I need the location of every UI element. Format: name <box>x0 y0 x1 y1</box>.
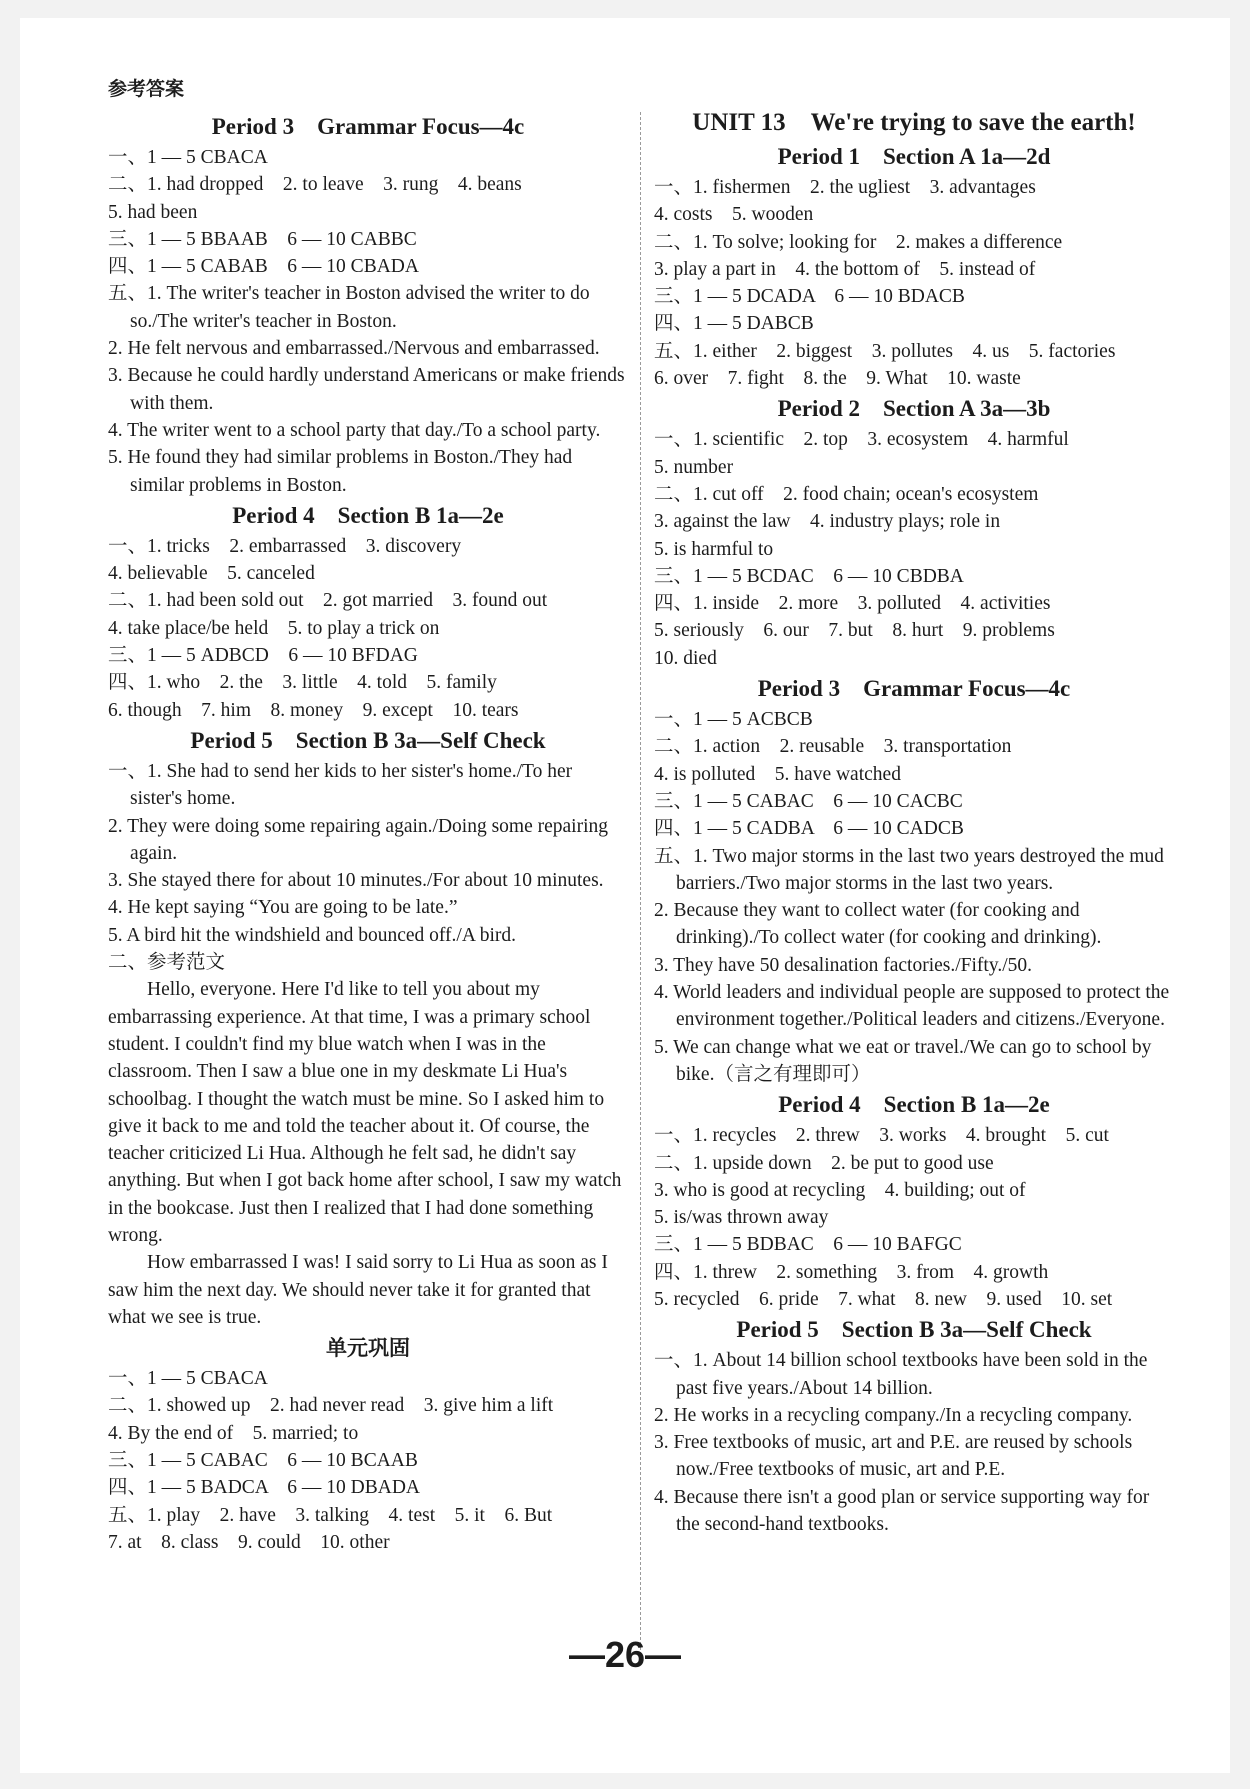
answer-line: 三、1 — 5 CABAC 6 — 10 CACBC <box>654 790 963 812</box>
answer-line: 7. at 8. class 9. could 10. other <box>108 1531 390 1553</box>
answer-line: 五、1. Two major storms in the last two years destroyed the mud barriers./Two major storms in the last two years. <box>654 845 1164 894</box>
answer-line: 一、1. recycles 2. threw 3. works 4. brought 5. cut <box>654 1125 1109 1147</box>
answer-line: 二、1. had been sold out 2. got married 3. found out <box>108 590 548 612</box>
answer-line: 一、1 — 5 CBACA <box>108 147 268 168</box>
answer-line: 4. costs 5. wooden <box>654 204 814 226</box>
answer-line: 四、1 — 5 CADBA 6 — 10 CADCB <box>654 818 964 840</box>
answer-line: 五、1. play 2. have 3. talking 4. test 5. it 6. But <box>108 1504 553 1526</box>
answer-line: 一、1. fishermen 2. the ugliest 3. advantages <box>654 177 1036 198</box>
answer-line: 6. over 7. fight 8. the 9. What 10. waste <box>654 368 1021 390</box>
period-heading: Period 4 Section B 1a—2e <box>232 502 504 528</box>
answer-line: 四、1. inside 2. more 3. polluted 4. activities <box>654 593 1051 615</box>
answer-line: 五、1. either 2. biggest 3. pollutes 4. us 5. factories <box>654 340 1116 362</box>
answer-line: 三、1 — 5 CABAC 6 — 10 BCAAB <box>108 1450 418 1472</box>
answer-line: 二、1. To solve; looking for 2. makes a difference <box>654 231 1063 253</box>
answer-line: 5. seriously 6. our 7. but 8. hurt 9. problems <box>654 620 1055 642</box>
answer-line: 二、1. showed up 2. had never read 3. give him a lift <box>108 1395 554 1417</box>
answer-line: 二、1. action 2. reusable 3. transportation <box>654 736 1012 758</box>
answer-line: 5. He found they had similar problems in Boston./They had similar problems in Boston. <box>108 447 573 496</box>
answer-line: 3. Free textbooks of music, art and P.E. are reused by schools now./Free textbooks of music, art and P.E. <box>654 1432 1133 1481</box>
answer-line: 5. is harmful to <box>654 538 774 560</box>
answer-line: 3. She stayed there for about 10 minutes./For about 10 minutes. <box>108 870 604 892</box>
answer-line: 2. Because they want to collect water (for cooking and drinking)./To collect water (for cooking and drinking). <box>654 900 1102 949</box>
answer-line: 一、1. scientific 2. top 3. ecosystem 4. harmful <box>654 429 1069 451</box>
answer-line: 二、1. had dropped 2. to leave 3. rung 4. beans <box>108 174 522 196</box>
period-heading: Period 5 Section B 3a—Self Check <box>736 1317 1092 1343</box>
answer-line: 5. had been <box>108 201 198 223</box>
answer-line: 四、1. threw 2. something 3. from 4. growth <box>654 1261 1049 1283</box>
answer-line: 4. is polluted 5. have watched <box>654 763 901 785</box>
page-number: —26— <box>568 1634 682 1675</box>
section-heading: 单元巩固 <box>326 1336 410 1361</box>
answer-line: 3. against the law 4. industry plays; role in <box>654 511 1001 533</box>
answer-line: 一、1. tricks 2. embarrassed 3. discovery <box>108 535 462 557</box>
answer-line: 4. The writer went to a school party that day./To a school party. <box>108 419 601 441</box>
period-heading: Period 3 Grammar Focus—4c <box>757 676 1071 702</box>
answer-line: 4. He kept saying “You are going to be late.” <box>108 897 458 919</box>
answer-line: 2. He felt nervous and embarrassed./Nervous and embarrassed. <box>108 338 600 360</box>
answer-line: 三、1 — 5 DCADA 6 — 10 BDACB <box>654 286 965 308</box>
column-divider <box>640 112 641 1660</box>
right-column <box>654 110 1174 1538</box>
answer-line: 二、1. cut off 2. food chain; ocean's ecosystem <box>654 483 1039 505</box>
answer-line: 5. is/was thrown away <box>654 1207 829 1229</box>
answer-line: 五、1. The writer's teacher in Boston advised the writer to do so./The writer's teacher in Boston. <box>108 283 590 332</box>
answer-line: 3. They have 50 desalination factories./Fifty./50. <box>654 954 1032 976</box>
answer-line: 四、1 — 5 BADCA 6 — 10 DBADA <box>108 1477 421 1499</box>
answer-line: 四、1 — 5 DABCB <box>654 313 814 335</box>
answer-line: 三、1 — 5 BDBAC 6 — 10 BAFGC <box>654 1234 962 1256</box>
period-heading: Period 1 Section A 1a—2d <box>777 144 1051 169</box>
answer-line: 4. By the end of 5. married; to <box>108 1422 359 1444</box>
answer-line: 5. recycled 6. pride 7. what 8. new 9. used 10. set <box>654 1288 1113 1310</box>
answer-line: 3. play a part in 4. the bottom of 5. instead of <box>654 258 1036 280</box>
answer-line: 一、1. About 14 billion school textbooks have been sold in the past five years./About 14 billion. <box>654 1350 1148 1399</box>
answer-line: 三、1 — 5 ADBCD 6 — 10 BFDAG <box>108 645 418 667</box>
answer-line: 3. who is good at recycling 4. building; out of <box>654 1179 1026 1201</box>
answer-line: 二、1. upside down 2. be put to good use <box>654 1152 994 1174</box>
answer-line: 4. believable 5. canceled <box>108 563 315 585</box>
answer-line: 四、1. who 2. the 3. little 4. told 5. family <box>108 672 497 694</box>
answer-line: 6. though 7. him 8. money 9. except 10. tears <box>108 699 519 721</box>
answer-line: 4. Because there isn't a good plan or service supporting way for the second-hand textbooks. <box>654 1486 1150 1536</box>
page-header-title: 参考答案 <box>108 78 185 100</box>
answer-line: 三、1 — 5 BBAAB 6 — 10 CABBC <box>108 228 417 250</box>
answer-line: 10. died <box>654 647 717 669</box>
answer-line: 四、1 — 5 CABAB 6 — 10 CBADA <box>108 256 419 278</box>
answer-line: 3. Because he could hardly understand Americans or make friends with them. <box>108 365 625 414</box>
answer-line: 5. number <box>654 456 734 478</box>
essay-paragraph: How embarrassed I was! I said sorry to Li Hua as soon as I saw him the next day. We should never take it for granted that what we see is true. <box>108 1252 608 1328</box>
answer-line: 一、1 — 5 ACBCB <box>654 709 813 731</box>
unit-heading: UNIT 13 We're trying to save the earth! <box>692 109 1136 136</box>
answer-line: 一、1. She had to send her kids to her sister's home./To her sister's home. <box>108 760 573 810</box>
answer-line: 2. They were doing some repairing again./Doing some repairing again. <box>108 815 609 864</box>
answer-line: 4. take place/be held 5. to play a trick on <box>108 617 440 639</box>
period-heading: Period 3 Grammar Focus—4c <box>211 114 525 139</box>
answer-line: 5. A bird hit the windshield and bounced off./A bird. <box>108 924 517 946</box>
period-heading: Period 4 Section B 1a—2e <box>778 1092 1050 1118</box>
period-heading: Period 2 Section A 3a—3b <box>777 396 1051 422</box>
answer-line: 4. World leaders and individual people are supposed to protect the environment together./Political leaders and citizens./Everyone. <box>654 982 1170 1031</box>
answer-line: 三、1 — 5 BCDAC 6 — 10 CBDBA <box>654 565 964 587</box>
essay-paragraph: Hello, everyone. Here I'd like to tell you about my embarrassing experience. At that time, I was a primary school student. I couldn't find my blue watch when I was in the classroom. Then I saw a blue one in my deskmate Li Hua's schoolbag. I thought the watch must be mine. So I asked him to give it back to me and told the teacher about it. Of course, the teacher criticized Li Hua. Although he felt sad, he didn't say anything. But when I got back home after school, I saw my watch in the bookcase. Just then I realized that I had done something wrong. <box>108 979 622 1246</box>
answer-line: 二、参考范文 <box>108 952 226 974</box>
answer-line: 5. We can change what we eat or travel./We can go to school by bike.（言之有理即可） <box>654 1036 1152 1085</box>
period-heading: Period 5 Section B 3a—Self Check <box>190 727 546 753</box>
left-column <box>108 110 628 1556</box>
answer-line: 一、1 — 5 CBACA <box>108 1368 268 1390</box>
answer-line: 2. He works in a recycling company./In a recycling company. <box>654 1404 1133 1426</box>
